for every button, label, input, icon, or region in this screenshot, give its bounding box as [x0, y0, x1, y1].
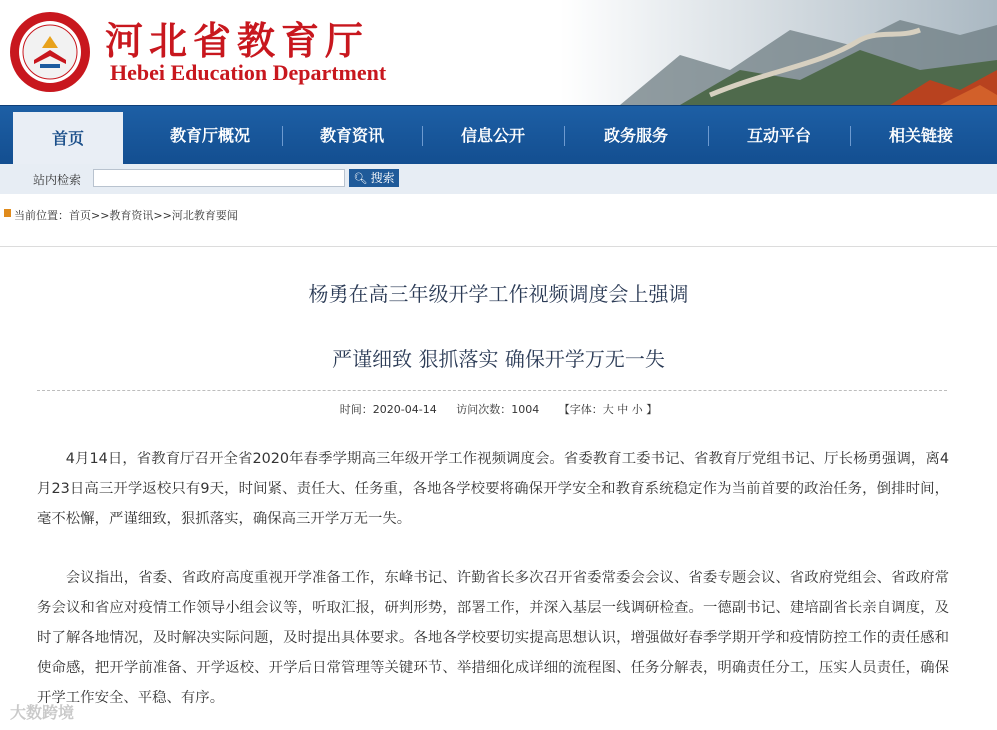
nav-separator: [422, 126, 423, 146]
font-size-switcher[interactable]: 【字体：大 中 小 】: [558, 403, 658, 416]
search-label: 站内检索: [33, 173, 82, 187]
search-button[interactable]: [349, 169, 399, 187]
search-input[interactable]: [93, 169, 345, 187]
site-name-chinese: 河北省教育厅: [105, 18, 370, 63]
view-count: 访问次数：1004: [456, 403, 540, 416]
great-wall-banner-image: [560, 0, 997, 105]
nav-separator: [282, 126, 283, 146]
nav-item-gov-services[interactable]: 政务服务: [603, 126, 668, 145]
article-title: 杨勇在高三年级开学工作视频调度会上强调: [308, 282, 689, 306]
search-icon: 🔍︎: [353, 173, 368, 185]
nav-separator: [850, 126, 851, 146]
article-meta: [0, 401, 997, 417]
location-marker-icon: [4, 209, 11, 217]
nav-item-news[interactable]: 教育资讯: [319, 126, 384, 145]
watermark: 大数跨境: [10, 703, 75, 722]
article-subtitle: 严谨细致 狠抓落实 确保开学万无一失: [332, 347, 665, 371]
breadcrumb-text: 当前位置：首页>>教育资讯>>河北教育要闻: [14, 209, 238, 222]
title-divider: [37, 390, 947, 391]
site-search-bar: [0, 164, 997, 194]
nav-item-info-disclosure[interactable]: 信息公开: [460, 126, 525, 145]
nav-separator: [564, 126, 565, 146]
nav-item-interaction[interactable]: 互动平台: [746, 126, 811, 145]
nav-item-overview[interactable]: 教育厅概况: [169, 126, 250, 145]
site-header: [0, 0, 997, 105]
nav-separator: [708, 126, 709, 146]
search-button-label: 搜索: [370, 171, 395, 185]
divider: [0, 246, 997, 247]
publish-time: 时间：2020-04-14: [339, 403, 437, 416]
article-paragraph: 4月14日，省教育厅召开全省2020年春季学期高三年级开学工作视频调度会。省委教育工委书记、省教育厅党组书记、厅长杨勇强调，离4月23日高三开学返校只有9天，时间紧、责任大、任务重，各地各学校要将确保开学安全和教育系统稳定作为当前首要的政治任务，倒排时间，毫不松懈，严谨细致，狠抓落实，确保高三开学万无一失。: [37, 451, 949, 527]
education-department-logo: [8, 10, 92, 94]
article-paragraph: 会议指出，省委、省政府高度重视开学准备工作，东峰书记、许勤省长多次召开省委常委会会议、省委专题会议、省政府党组会、省政府常务会议和省应对疫情工作领导小组会议等，听取汇报，研判形势，部署工作，并深入基层一线调研检查。一德副书记、建培副省长亲自调度，及时了解各地情况，及时解决实际问题，及时提出具体要求。各地各学校要切实提高思想认识，增强做好春季学期开学和疫情防控工作的责任感和使命感，把开学前准备、开学返校、开学后日常管理等关键环节、举措细化成详细的流程图、任务分解表，明确责任分工，压实人员责任，确保开学工作安全、平稳、有序。: [37, 570, 949, 706]
nav-item-home[interactable]: 首页: [13, 112, 123, 165]
site-name-english: Hebei Education Department: [110, 60, 387, 85]
main-nav: [0, 105, 997, 165]
nav-item-links[interactable]: 相关链接: [888, 126, 953, 145]
